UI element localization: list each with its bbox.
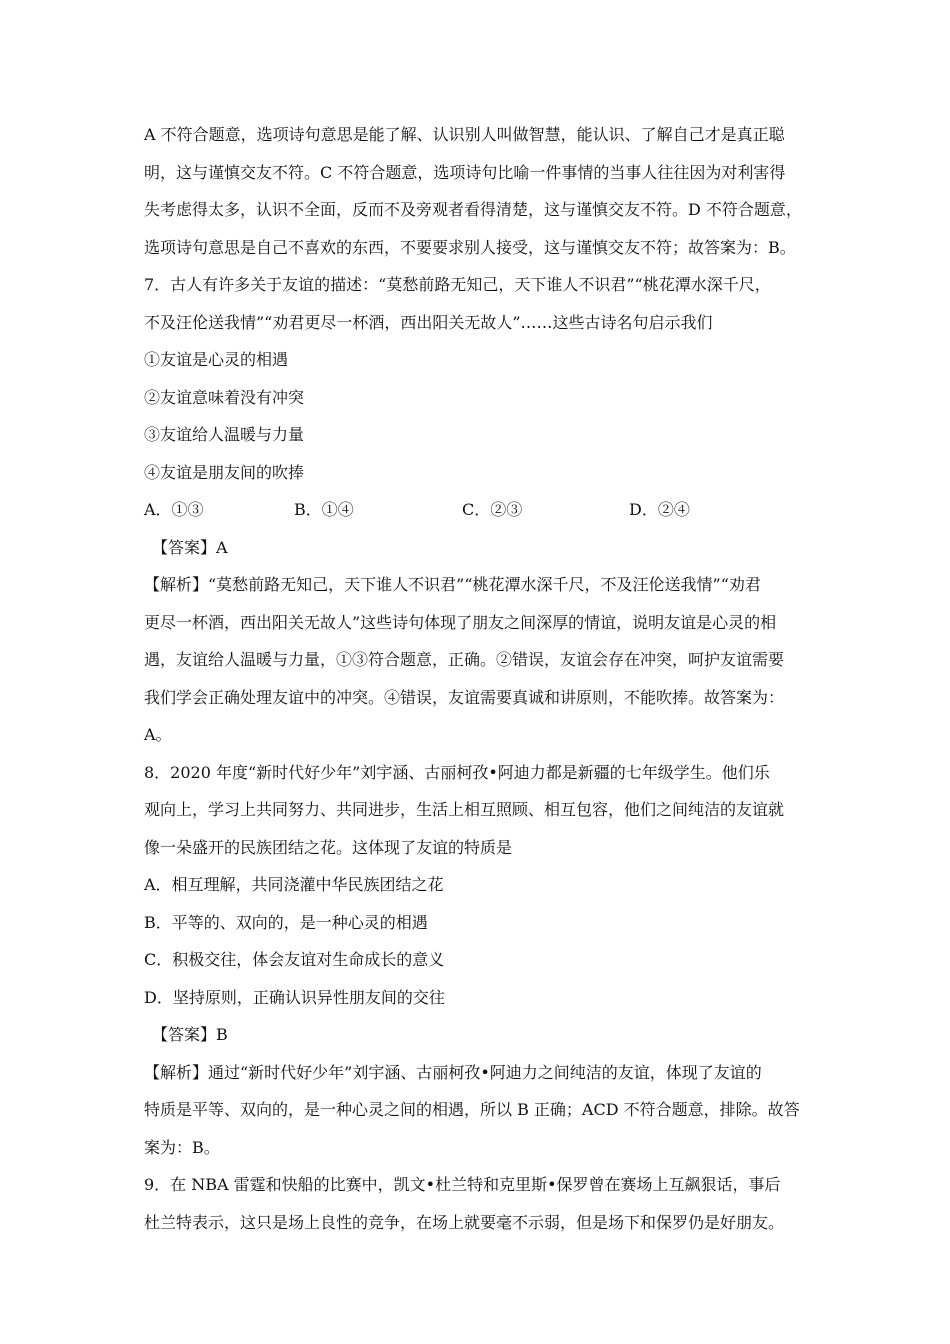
question-9 (144, 1166, 812, 1241)
text-line: 失考虑得太多，认识不全面，反而不及旁观者看得清楚，这与谨慎交友不符。D 不符合题意， (144, 200, 802, 219)
answer-label: 【答案】B (152, 1025, 228, 1044)
analysis-paragraph (144, 566, 812, 754)
statement-item: ①友谊是心灵的相遇 (144, 350, 289, 369)
text-line: 【解析】通过“新时代好少年”刘宇涵、古丽柯孜•阿迪力之间纯洁的友谊，体现了友谊的 (144, 1062, 762, 1082)
text-line: 像一朵盛开的民族团结之花。这体现了友谊的特质是 (144, 837, 513, 857)
statement-item: ③友谊给人温暖与力量 (144, 425, 305, 444)
text-line: 【解析】“莫愁前路无知己，天下谁人不识君”“桃花潭水深千尺，不及汪伦送我情”“劝君 (144, 575, 761, 594)
text-line: A。 (144, 725, 172, 744)
option-d: D．②④ (629, 500, 690, 519)
text-line: 观向上，学习上共同努力、共同进步，生活上相互照顾、相互包容，他们之间纯洁的友谊就 (144, 800, 785, 819)
question-7-statements (144, 341, 812, 491)
text-line: 案为：B。 (144, 1137, 220, 1157)
document-body (144, 116, 812, 1241)
text-line: 8．2020 年度“新时代好少年”刘宇涵、古丽柯孜•阿迪力都是新疆的七年级学生。他们乐 (144, 762, 770, 782)
question-8-options (144, 866, 812, 1016)
question-7 (144, 266, 812, 754)
question-8-stem (144, 754, 812, 867)
option-b: B．①④ (294, 500, 354, 519)
analysis-paragraph (144, 1054, 812, 1167)
option-d: D．坚持原则，正确认识异性朋友间的交往 (144, 987, 445, 1007)
text-line: 我们学会正确处理友谊中的冲突。④错误，友谊需要真诚和讲原则，不能吹捧。故答案为： (144, 687, 785, 707)
answer-label: 【答案】A (152, 537, 228, 557)
text-line: A 不符合题意，选项诗句意思是能了解、认识别人叫做智慧，能认识、了解自己才是真正聪 (144, 125, 785, 144)
option-c: C．②③ (462, 500, 523, 519)
question-8 (144, 754, 812, 1167)
option-a: A．相互理解，共同浇灌中华民族团结之花 (144, 875, 444, 894)
prior-analysis-paragraph (144, 116, 812, 266)
text-line: 明，这与谨慎交友不符。C 不符合题意，选项诗句比喻一件事情的当事人往往因为对利害得 (144, 162, 786, 182)
text-line: 9．在 NBA 雷霆和快船的比赛中，凯文•杜兰特和克里斯•保罗曾在赛场上互飙狠话，事后 (144, 1175, 781, 1194)
option-c: C．积极交往，体会友谊对生命成长的意义 (144, 950, 445, 969)
option-a: A．①③ (144, 500, 204, 519)
statement-item: ②友谊意味着没有冲突 (144, 387, 305, 407)
text-line: 更尽一杯酒，西出阳关无故人”这些诗句体现了朋友之间深厚的情谊，说明友谊是心灵的相 (144, 612, 777, 632)
text-line: 特质是平等、双向的，是一种心灵之间的相遇，所以 B 正确；ACD 不符合题意，排除。故答 (144, 1100, 800, 1119)
text-line: 杜兰特表示，这只是场上良性的竞争，在场上就要毫不示弱，但是场下和保罗仍是好朋友。 (144, 1212, 785, 1232)
text-line: 遇，友谊给人温暖与力量，①③符合题意，正确。②错误，友谊会存在冲突，呵护友谊需要 (144, 650, 785, 669)
option-b: B．平等的、双向的，是一种心灵的相遇 (144, 912, 428, 932)
question-7-options (144, 491, 812, 529)
question-7-stem (144, 266, 812, 341)
text-line: 7．古人有许多关于友谊的描述：“莫愁前路无知己，天下谁人不识君”“桃花潭水深千尺， (144, 275, 771, 294)
text-line: 选项诗句意思是自己不喜欢的东西，不要要求别人接受，这与谨慎交友不符；故答案为：B。 (144, 237, 796, 257)
text-line: 不及汪伦送我情”“劝君更尽一杯酒，西出阳关无故人”……这些古诗名句启示我们 (144, 312, 713, 332)
statement-item: ④友谊是朋友间的吹捧 (144, 462, 305, 482)
